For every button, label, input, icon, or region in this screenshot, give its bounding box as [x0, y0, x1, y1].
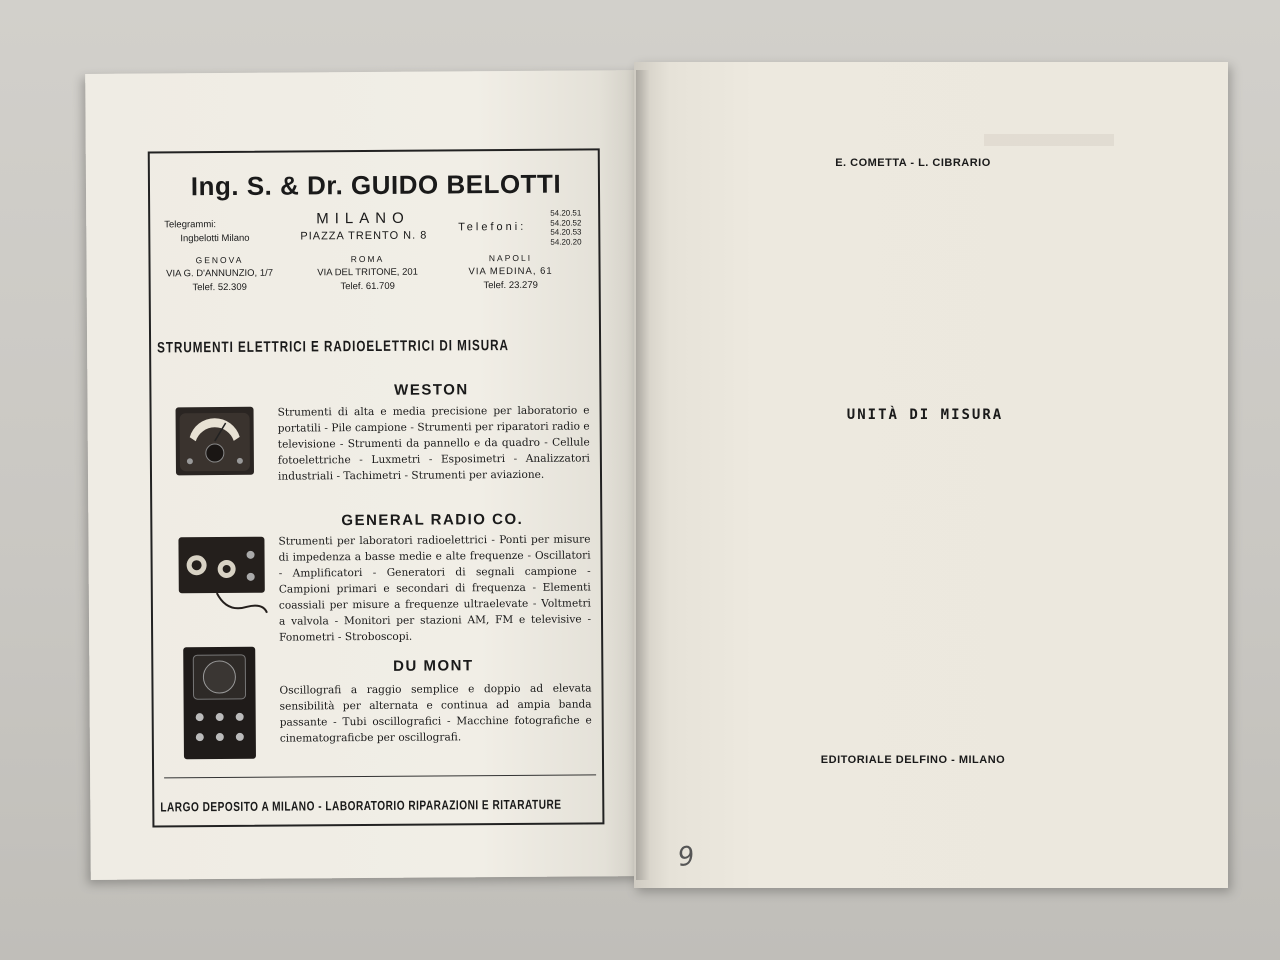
branch-phone: Telef. 61.709: [340, 280, 395, 293]
branch-city: GENOVA: [195, 254, 244, 266]
oscillograph-icon: [183, 647, 256, 759]
faint-stamp: [984, 134, 1114, 146]
telefoni-label: Telefoni:: [458, 220, 527, 234]
section-text-general-radio: Strumenti per laboratori radioelettrici - Ponti per misure di impedenza a basse medie e alte frequenze - Oscillatori - Amplificatori - Generatori di segnali campione - Campioni primari e secondari di frequenza - Elementi coassiali per misure a frequenze ultraelevate - Voltmetri a valvola - Monitori per stazioni AM, FM e televisive - Fonometri - Stroboscopi.: [278, 533, 592, 644]
branch-city: ROMA: [350, 253, 385, 265]
phone-number: 54.20.51: [550, 208, 582, 218]
telegrammi-label: Telegrammi:: [164, 219, 217, 231]
branch-phone: Telef. 52.309: [192, 281, 247, 294]
branch-roma: [302, 254, 432, 293]
advertisement-box: [148, 148, 605, 827]
authors: E. COMETTA - L. CIBRARIO: [835, 157, 991, 169]
left-page: [85, 70, 649, 880]
publisher: EDITORIALE DELFINO - MILANO: [820, 754, 1006, 766]
phone-number: 54.20.53: [550, 227, 582, 237]
oscillator-icon: [176, 535, 269, 622]
section-text-du-mont: Oscillografi a raggio semplice e doppio ad elevata sensibilità per alternata e continua ad ampia banda passante - Tubi oscillografici - Macchine fotografiche e cinematograficbe per oscillografi.: [279, 682, 592, 745]
section-text-weston: Strumenti di alta e media precisione per laboratorio e portatili - Pile campione - Strumenti per riparatori radio e televisione - Strumenti da pannello e da quadro - Cellule fotoelettriche - Luxmetri - Esposimetri - Analizzatori industriali - Tachimetri - Strumenti per aviazione.: [277, 404, 590, 483]
du-mont-oscillograph-image: [183, 647, 256, 759]
section-title-general-radio: GENERAL RADIO CO.: [341, 510, 524, 530]
book-title: UNITÀ DI MISURA: [846, 407, 1004, 423]
meter-icon: [176, 407, 254, 476]
company-name: Ing. S. & Dr. GUIDO BELOTTI: [190, 168, 562, 202]
branch-genova: [164, 255, 274, 294]
phone-number: 54.20.20: [550, 236, 582, 247]
main-address: PIAZZA TRENTO N. 8: [300, 229, 428, 243]
phone-number: 54.20.52: [550, 217, 582, 228]
branch-city: NAPOLI: [488, 252, 533, 264]
footer-rule: [164, 774, 596, 778]
branch-napoli: [450, 253, 570, 292]
book-gutter: [636, 70, 650, 880]
general-radio-instrument-image: [176, 535, 267, 608]
section-title-du-mont: DU MONT: [393, 657, 474, 675]
branch-address: VIA MEDINA, 61: [468, 265, 553, 278]
telegrammi-value: Ingbelotti Milano: [180, 232, 250, 245]
section-title-weston: WESTON: [394, 381, 469, 399]
headline: STRUMENTI ELETTRICI E RADIOELETTRICI DI MISURA: [157, 337, 509, 357]
telefoni-numbers: [550, 208, 581, 246]
branch-phone: Telef. 23.279: [483, 279, 538, 292]
main-city: MILANO: [316, 209, 410, 228]
right-page: [634, 62, 1228, 888]
weston-meter-image: [176, 407, 254, 476]
handwritten-page-number: 9: [675, 840, 697, 874]
branch-address: VIA DEL TRITONE, 201: [317, 266, 418, 279]
footer-line: LARGO DEPOSITO A MILANO - LABORATORIO RIPARAZIONI E RITARATURE: [160, 796, 562, 815]
branch-address: VIA G. D'ANNUNZIO, 1/7: [166, 267, 274, 280]
